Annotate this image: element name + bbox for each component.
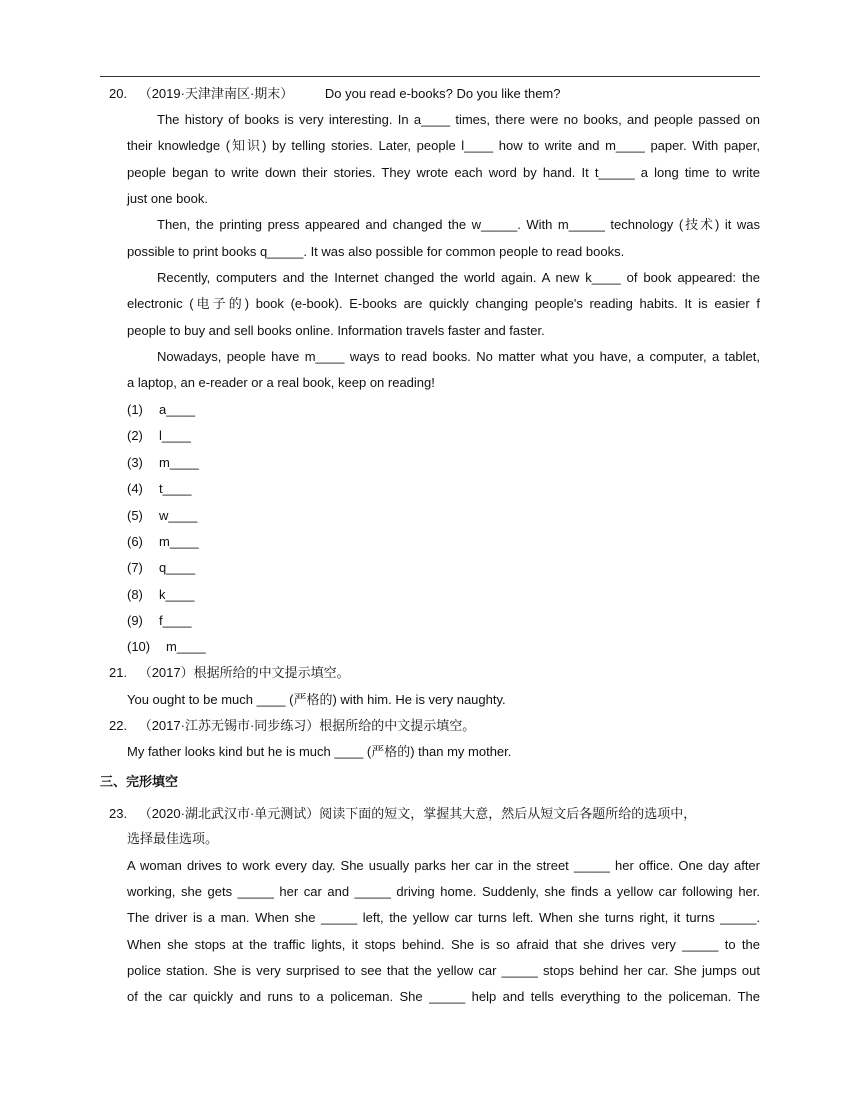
passage-line: possible to print books q_____. It was also possible for common people to read books. [127, 244, 625, 259]
passage-line: working, she gets _____ her car and _____ driving home. Suddenly, she finds a yellow car following her. [127, 884, 760, 899]
passage-line: A woman drives to work every day. She usually parks her car in the street _____ her office. One day after [127, 858, 760, 873]
option-number: (2) [127, 428, 143, 443]
option-answer: l____ [159, 428, 191, 443]
passage-line: people to buy and sell books online. Information travels faster and faster. [127, 323, 545, 338]
question-number: 21. [109, 665, 128, 680]
question-22-header [109, 717, 475, 735]
question-sentence: You ought to be much ____ (严格的) with him. He is very naughty. [127, 692, 506, 707]
question-20-header [109, 85, 561, 103]
passage-line: a laptop, an e-reader or a real book, keep on reading! [127, 375, 435, 390]
option-number: (4) [127, 481, 143, 496]
question-prompt: （2017）根据所给的中文提示填空。 [138, 665, 350, 680]
passage-line: Recently, computers and the Internet changed the world again. A new k____ of book appeared: the [157, 270, 760, 285]
option-number: (3) [127, 455, 143, 470]
option-number: (10) [127, 639, 151, 654]
question-prompt-continued: 选择最佳选项。 [127, 831, 219, 846]
passage-line: just one book. [127, 191, 208, 206]
passage-line: electronic (电子的) book (e-book). E-books are quickly changing people's reading habits. It is easier f [127, 296, 760, 311]
passage-line: The driver is a man. When she _____ left, the yellow car turns left. When she turns right, it turns _____. [127, 910, 760, 925]
passage-line: people began to write down their stories. They wrote each word by hand. It t_____ a long time to write [127, 165, 760, 180]
option-answer: f____ [159, 613, 192, 628]
option-number: (1) [127, 402, 143, 417]
question-prompt: （2020·湖北武汉市·单元测试）阅读下面的短文，掌握其大意，然后从短文后各题所给的选项中， [138, 806, 697, 821]
passage-line: of the car quickly and runs to a policeman. She _____ help and tells everything to the policeman. The [127, 989, 760, 1004]
passage-line: their knowledge (知识) by telling stories. Later, people l____ how to write and m____ paper. With paper, [127, 138, 760, 153]
option-answer: q____ [159, 560, 196, 575]
passage-line: When she stops at the traffic lights, it stops behind. She is so afraid that she drives very _____ to the [127, 937, 760, 952]
question-number: 20. [109, 86, 128, 101]
passage-line: Nowadays, people have m____ ways to read books. No matter what you have, a computer, a tablet, [157, 349, 760, 364]
option-answer: t____ [159, 481, 192, 496]
question-sentence: My father looks kind but he is much ____ (严格的) than my mother. [127, 744, 512, 759]
section-title: 三、完形填空 [100, 774, 179, 789]
option-answer: k____ [159, 587, 195, 602]
question-number: 23. [109, 806, 128, 821]
question-23-header [109, 805, 696, 823]
option-answer: m____ [159, 534, 199, 549]
question-21-header [109, 664, 350, 682]
passage-line: police station. She is very surprised to see that the yellow car _____ stops behind her car. She jumps out [127, 963, 760, 978]
passage-line: Then, the printing press appeared and changed the w_____. With m_____ technology (技术) it was [157, 217, 760, 232]
question-source: （2019·天津津南区·期末） [138, 86, 294, 101]
option-answer: m____ [159, 455, 199, 470]
option-number: (6) [127, 534, 143, 549]
header-rule [100, 76, 760, 77]
option-answer: m____ [166, 639, 206, 654]
option-number: (5) [127, 508, 143, 523]
option-number: (7) [127, 560, 143, 575]
option-answer: w____ [159, 508, 198, 523]
option-answer: a____ [159, 402, 196, 417]
option-number: (8) [127, 587, 143, 602]
question-prompt: （2017·江苏无锡市·同步练习）根据所给的中文提示填空。 [138, 718, 476, 733]
passage-line: The history of books is very interesting. In a____ times, there were no books, and people passed on [157, 112, 760, 127]
option-number: (9) [127, 613, 143, 628]
question-number: 22. [109, 718, 128, 733]
passage-title: Do you read e-books? Do you like them? [324, 86, 561, 101]
